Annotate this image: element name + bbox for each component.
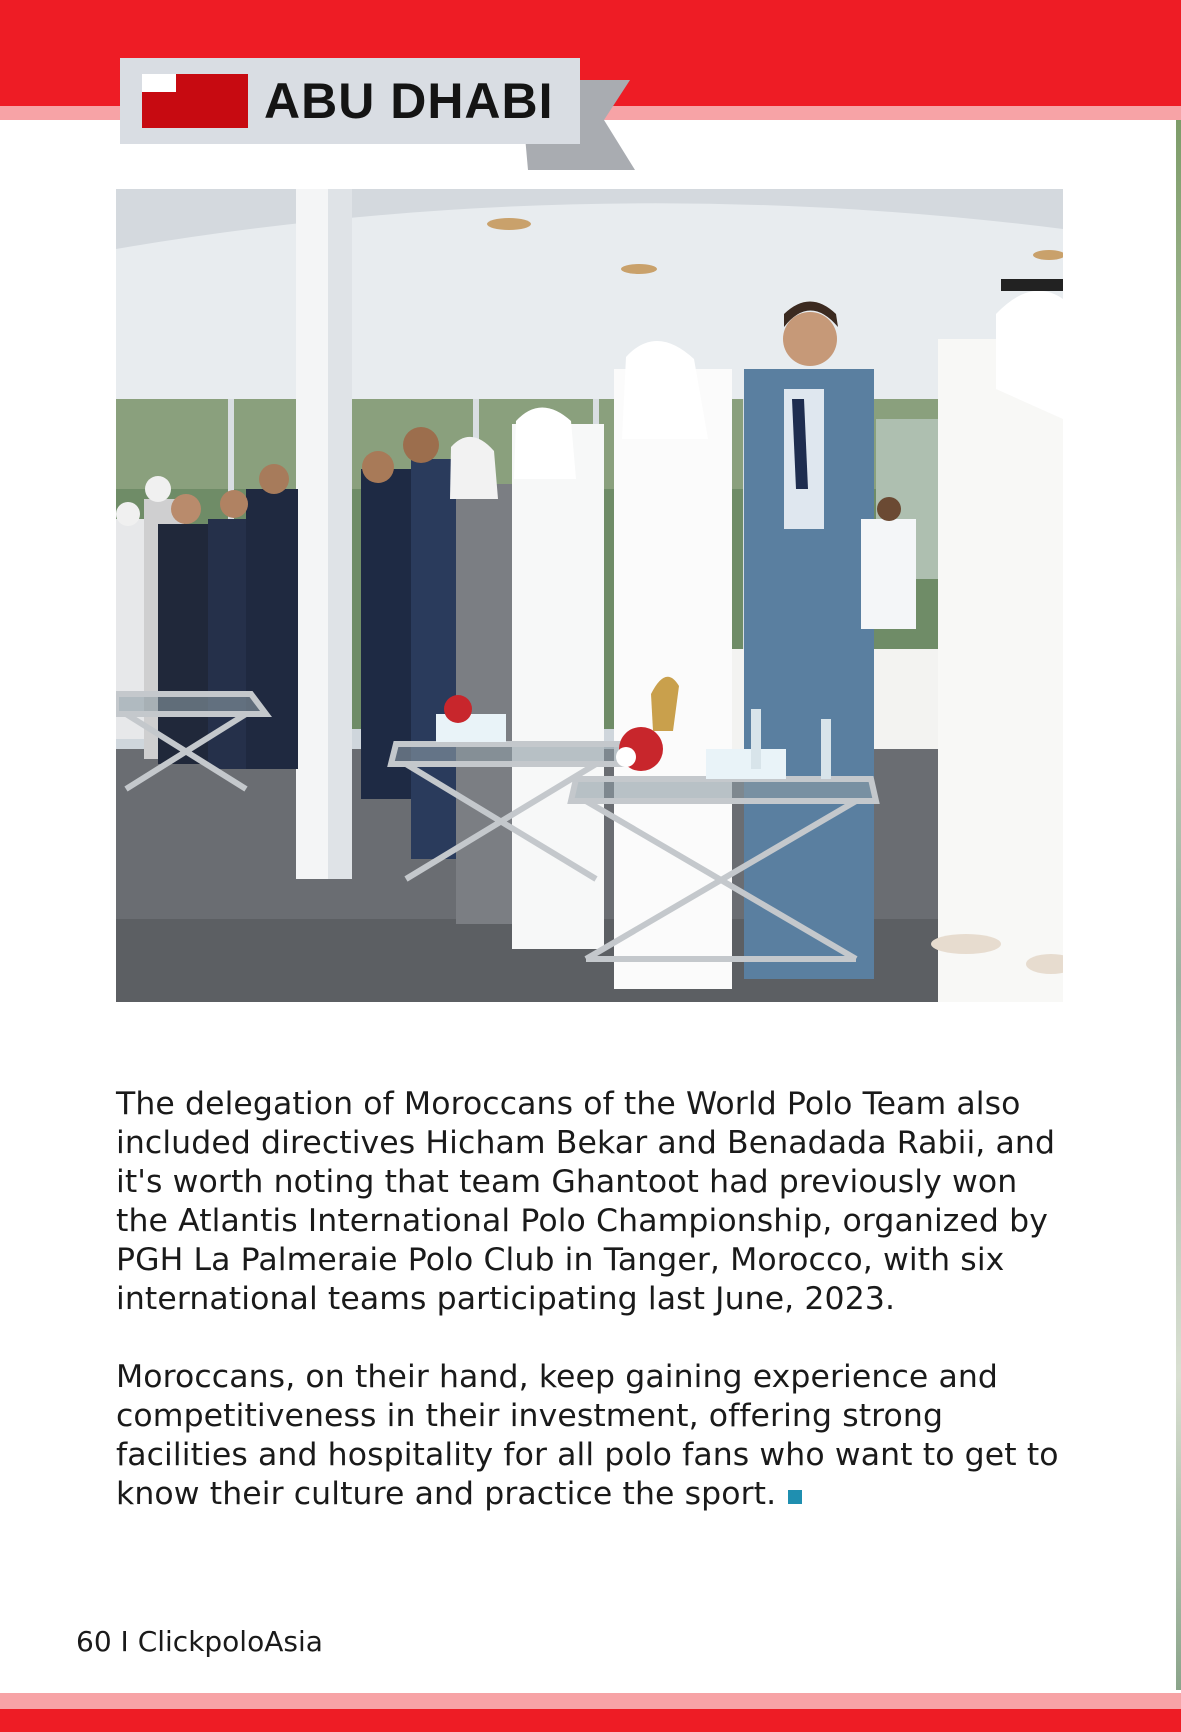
article-paragraph: The delegation of Moroccans of the World Polo Team also included directives Hicham Bekar and Benadada Rabii, and it's worth noting that team Ghantoot had previously won the Atlantis International Polo Championship, organized by PGH La Palmeraie Polo Club in Tanger, Morocco, with six international teams participating last June, 2023. bbox=[116, 1086, 1056, 1317]
section-header bbox=[120, 58, 580, 144]
page-footer: 60 I ClickpoloAsia bbox=[76, 1625, 323, 1658]
uae-flag-icon bbox=[142, 74, 248, 128]
article-paragraph-text: Moroccans, on their hand, keep gaining experience and competitiveness in their investment, offering strong facilities and hospitality for all polo fans who want to get to know their culture and practice the sport. bbox=[116, 1359, 1059, 1512]
article-body bbox=[116, 1085, 1076, 1514]
bottom-pink-stripe bbox=[0, 1693, 1181, 1709]
section-title: ABU DHABI bbox=[264, 73, 554, 129]
end-of-article-mark bbox=[788, 1490, 802, 1504]
article-paragraph bbox=[116, 1358, 1076, 1514]
ceremony-photo bbox=[116, 189, 1063, 1002]
page-edge-strip bbox=[1176, 120, 1181, 1690]
bottom-red-band bbox=[0, 1709, 1181, 1732]
